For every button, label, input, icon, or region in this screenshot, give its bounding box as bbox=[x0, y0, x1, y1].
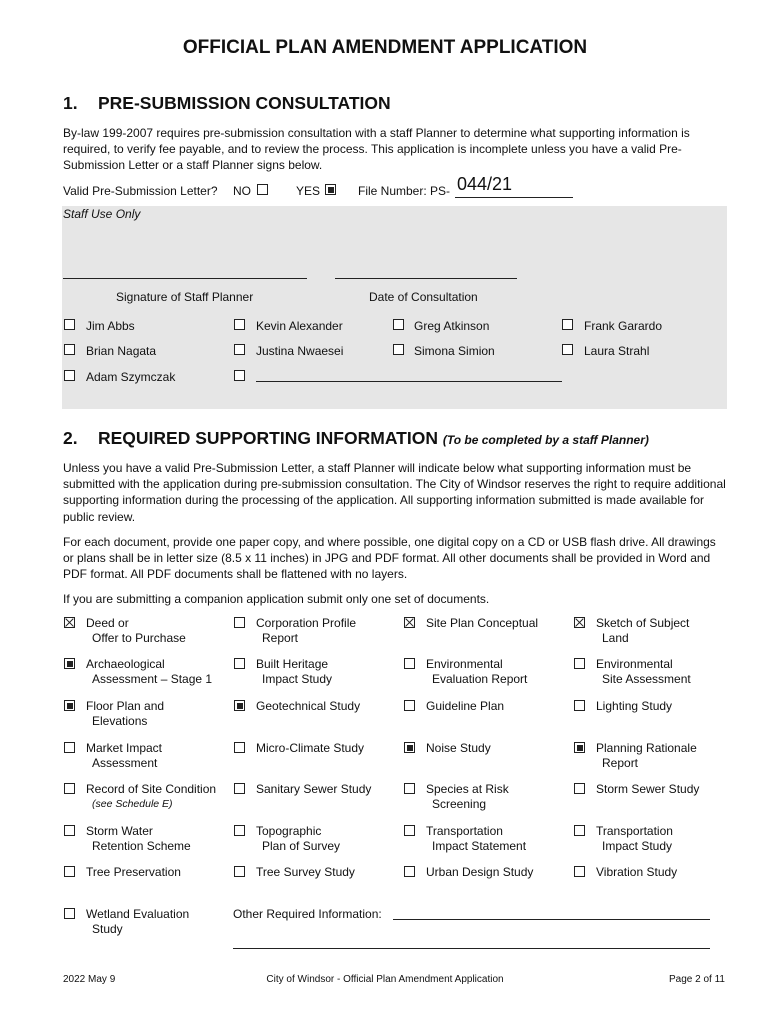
item-line2: Land bbox=[602, 631, 629, 645]
supporting-item-label bbox=[256, 865, 355, 880]
item-line1: Noise Study bbox=[426, 741, 491, 755]
planner-checkbox[interactable] bbox=[562, 319, 573, 330]
supporting-item-label bbox=[86, 741, 162, 771]
section1-heading bbox=[63, 93, 391, 114]
planner-name: Jim Abbs bbox=[86, 319, 135, 333]
supporting-item-label bbox=[426, 824, 526, 854]
item-line1: Storm Water bbox=[86, 824, 153, 838]
yes-checkbox[interactable] bbox=[325, 184, 336, 195]
supporting-item-label bbox=[86, 865, 181, 880]
planner-checkbox[interactable] bbox=[64, 370, 75, 381]
supporting-item-label bbox=[596, 699, 672, 714]
supporting-item-label bbox=[256, 616, 356, 646]
item-line1: Transportation bbox=[596, 824, 673, 838]
planner-checkbox[interactable] bbox=[234, 344, 245, 355]
supporting-item-checkbox[interactable] bbox=[234, 866, 245, 877]
item-line1: Site Plan Conceptual bbox=[426, 616, 539, 630]
item-line2: Impact Study bbox=[262, 672, 333, 686]
section2-title: REQUIRED SUPPORTING INFORMATION bbox=[98, 428, 438, 448]
supporting-item-checkbox[interactable] bbox=[404, 866, 415, 877]
supporting-item-checkbox[interactable] bbox=[234, 658, 245, 669]
item-line1: Market Impact bbox=[86, 741, 163, 755]
supporting-item-label bbox=[426, 616, 538, 631]
supporting-item-checkbox[interactable] bbox=[404, 742, 415, 753]
item-line1: Deed or bbox=[86, 616, 129, 630]
item-line1: Urban Design Study bbox=[426, 865, 534, 879]
planner-name: Kevin Alexander bbox=[256, 319, 343, 333]
supporting-item-label bbox=[256, 657, 332, 687]
supporting-item-label bbox=[86, 657, 212, 687]
planner-checkbox-other[interactable] bbox=[234, 370, 245, 381]
supporting-item-checkbox[interactable] bbox=[234, 617, 245, 628]
item-line2: Evaluation Report bbox=[432, 672, 528, 686]
planner-name: Laura Strahl bbox=[584, 344, 650, 358]
supporting-item-checkbox[interactable] bbox=[574, 700, 585, 711]
supporting-item-checkbox[interactable] bbox=[574, 617, 585, 628]
supporting-item-checkbox[interactable] bbox=[404, 700, 415, 711]
item-line1: Sketch of Subject bbox=[596, 616, 690, 630]
supporting-item-checkbox[interactable] bbox=[574, 783, 585, 794]
planner-name: Justina Nwaesei bbox=[256, 344, 344, 358]
supporting-item-label bbox=[86, 782, 216, 812]
supporting-item-checkbox[interactable] bbox=[574, 742, 585, 753]
planner-checkbox[interactable] bbox=[562, 344, 573, 355]
section2-note: (To be completed by a staff Planner) bbox=[442, 433, 649, 447]
supporting-item-checkbox[interactable] bbox=[64, 825, 75, 836]
supporting-item-label bbox=[426, 865, 533, 880]
supporting-item-label bbox=[596, 824, 673, 854]
item-line1: Vibration Study bbox=[596, 865, 678, 879]
item-line1: Topographic bbox=[256, 824, 322, 838]
planner-name: Brian Nagata bbox=[86, 344, 157, 358]
valid-letter-label: Valid Pre-Submission Letter? bbox=[63, 184, 218, 198]
item-line1: Geotechnical Study bbox=[256, 699, 361, 713]
supporting-item-label bbox=[256, 782, 371, 797]
item-line1: Guideline Plan bbox=[426, 699, 505, 713]
item-line1: Micro-Climate Study bbox=[256, 741, 365, 755]
item-line1: Planning Rationale bbox=[596, 741, 697, 755]
section1-title: PRE-SUBMISSION CONSULTATION bbox=[98, 93, 391, 113]
page-title: OFFICIAL PLAN AMENDMENT APPLICATION bbox=[182, 37, 588, 58]
planner-checkbox[interactable] bbox=[393, 319, 404, 330]
footer-date: 2022 May 9 bbox=[63, 974, 116, 985]
item-line2: Report bbox=[602, 756, 639, 770]
supporting-item-checkbox[interactable] bbox=[404, 783, 415, 794]
other-required-line-2[interactable] bbox=[233, 948, 710, 949]
supporting-item-checkbox[interactable] bbox=[574, 658, 585, 669]
no-checkbox[interactable] bbox=[257, 184, 268, 195]
item-line1: Storm Sewer Study bbox=[596, 782, 700, 796]
planner-checkbox[interactable] bbox=[64, 344, 75, 355]
planner-name: Simona Simion bbox=[414, 344, 495, 358]
supporting-item-checkbox[interactable] bbox=[234, 742, 245, 753]
supporting-item-checkbox[interactable] bbox=[64, 700, 75, 711]
supporting-item-label bbox=[596, 865, 677, 880]
supporting-item-label bbox=[426, 782, 509, 812]
supporting-item-label bbox=[86, 907, 189, 937]
supporting-item-checkbox[interactable] bbox=[64, 908, 75, 919]
supporting-item-label bbox=[596, 616, 689, 646]
footer-title: City of Windsor - Official Plan Amendment Application bbox=[266, 974, 504, 985]
item-line2: Retention Scheme bbox=[92, 839, 191, 853]
supporting-item-checkbox[interactable] bbox=[404, 658, 415, 669]
item-line2: Offer to Purchase bbox=[92, 631, 186, 645]
supporting-item-checkbox[interactable] bbox=[64, 783, 75, 794]
item-line1: Tree Preservation bbox=[86, 865, 181, 879]
supporting-item-label bbox=[596, 657, 691, 687]
planner-name: Frank Garardo bbox=[584, 319, 663, 333]
supporting-item-label bbox=[256, 741, 364, 756]
item-line1: Sanitary Sewer Study bbox=[256, 782, 372, 796]
supporting-item-checkbox[interactable] bbox=[404, 617, 415, 628]
supporting-item-label bbox=[596, 741, 697, 771]
item-line1: Wetland Evaluation bbox=[86, 907, 190, 921]
planner-name: Greg Atkinson bbox=[414, 319, 490, 333]
signature-line[interactable] bbox=[63, 278, 307, 279]
supporting-item-checkbox[interactable] bbox=[64, 742, 75, 753]
date-label: Date of Consultation bbox=[369, 290, 478, 304]
section2-number: 2. bbox=[63, 428, 78, 448]
other-required-line-1[interactable] bbox=[393, 919, 710, 920]
supporting-item-label bbox=[86, 616, 186, 646]
item-line1: Built Heritage bbox=[256, 657, 329, 671]
item-line1: Environmental bbox=[596, 657, 673, 671]
item-line1: Species at Risk bbox=[426, 782, 509, 796]
item-line1: Archaeological bbox=[86, 657, 165, 671]
section2-heading bbox=[63, 428, 649, 449]
footer-page: Page 2 of 11 bbox=[669, 974, 725, 985]
supporting-item-label bbox=[256, 824, 340, 854]
item-line1: Transportation bbox=[426, 824, 503, 838]
item-line2: Report bbox=[262, 631, 299, 645]
section2-para2: For each document, provide one paper copy, and where possible, one digital copy on a CD or USB flash drive. All drawings or plans shall be in letter size (8.5 x 11 inches) in JPG and PDF format. All other documents shall be provided in Word and PDF format. All PDF documents shall be flattened with no layers. bbox=[63, 535, 716, 582]
file-number-label: File Number: PS- bbox=[358, 184, 451, 198]
planner-checkbox[interactable] bbox=[393, 344, 404, 355]
item-line2: Assessment – Stage 1 bbox=[92, 672, 213, 686]
supporting-item-checkbox[interactable] bbox=[404, 825, 415, 836]
other-required-label: Other Required Information: bbox=[233, 907, 382, 921]
item-line1: Lighting Study bbox=[596, 699, 673, 713]
planner-checkbox[interactable] bbox=[234, 319, 245, 330]
item-line2: Study bbox=[92, 922, 123, 936]
supporting-item-checkbox[interactable] bbox=[574, 866, 585, 877]
supporting-item-checkbox[interactable] bbox=[234, 700, 245, 711]
item-line1: Floor Plan and bbox=[86, 699, 165, 713]
item-line1: Corporation Profile bbox=[256, 616, 357, 630]
date-line[interactable] bbox=[335, 278, 517, 279]
item-line2: Screening bbox=[432, 797, 487, 811]
supporting-item-label bbox=[426, 741, 491, 756]
supporting-item-checkbox[interactable] bbox=[64, 658, 75, 669]
yes-label: YES bbox=[296, 184, 321, 198]
supporting-item-label bbox=[86, 699, 164, 729]
item-line2: Impact Study bbox=[602, 839, 673, 853]
section1-intro: By-law 199-2007 requires pre-submission consultation with a staff Planner to determine what supporting information is required, to verify fee payable, and to review the process. This application is incomplete unless you have a valid Pre-Submission Letter or a staff Planner signs below. bbox=[63, 126, 690, 173]
supporting-item-label bbox=[86, 824, 191, 854]
item-line1: Environmental bbox=[426, 657, 503, 671]
item-line2: Site Assessment bbox=[602, 672, 691, 686]
section2-para1: Unless you have a valid Pre-Submission Letter, a staff Planner will indicate below what supporting information must be submitted with the application during pre-submission consultation. The City of Windsor reserves the right to require additional supporting information during the processing of the application. All supporting information submitted is made available for public review. bbox=[63, 461, 726, 524]
item-line2: Plan of Survey bbox=[262, 839, 341, 853]
supporting-item-checkbox[interactable] bbox=[64, 866, 75, 877]
item-line2: Impact Statement bbox=[432, 839, 527, 853]
item-line2: Elevations bbox=[92, 714, 148, 728]
signature-label: Signature of Staff Planner bbox=[116, 290, 254, 304]
supporting-item-checkbox[interactable] bbox=[64, 617, 75, 628]
planner-checkbox[interactable] bbox=[64, 319, 75, 330]
item-line1: Record of Site Condition bbox=[86, 782, 217, 796]
planner-name: Adam Szymczak bbox=[86, 370, 176, 384]
other-planner-line[interactable] bbox=[256, 381, 562, 382]
section2-para3: If you are submitting a companion application submit only one set of documents. bbox=[63, 592, 490, 606]
supporting-item-label bbox=[426, 657, 527, 687]
supporting-item-checkbox[interactable] bbox=[574, 825, 585, 836]
no-label: NO bbox=[233, 184, 251, 198]
item-line2: Assessment bbox=[92, 756, 158, 770]
staff-use-label: Staff Use Only bbox=[63, 207, 141, 221]
supporting-item-label bbox=[256, 699, 360, 714]
section1-number: 1. bbox=[63, 93, 78, 113]
supporting-item-checkbox[interactable] bbox=[234, 783, 245, 794]
item-line1: Tree Survey Study bbox=[256, 865, 355, 879]
file-number-value[interactable]: 044/21 bbox=[457, 174, 513, 194]
supporting-item-label bbox=[596, 782, 699, 797]
item-subnote: (see Schedule E) bbox=[92, 798, 173, 810]
file-number-line bbox=[455, 197, 573, 198]
supporting-item-label bbox=[426, 699, 504, 714]
supporting-item-checkbox[interactable] bbox=[234, 825, 245, 836]
